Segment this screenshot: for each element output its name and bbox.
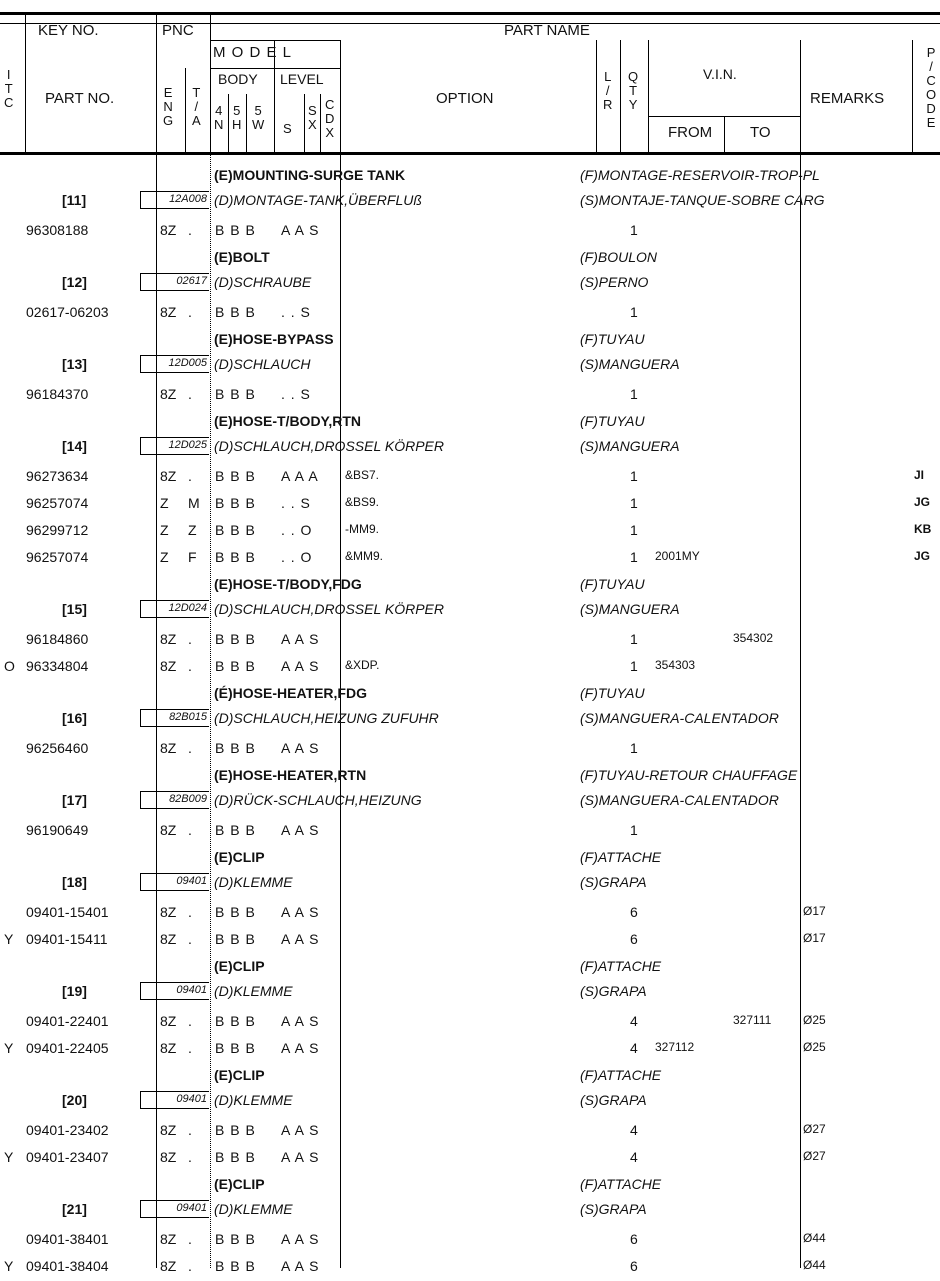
vin-to: 354302 [733, 631, 774, 645]
name-english: (E)CLIP [214, 1176, 265, 1192]
body-codes: B B B [215, 1258, 256, 1274]
quantity: 1 [630, 549, 638, 565]
col-line [620, 40, 621, 153]
key-number: [13] [62, 356, 87, 372]
quantity: 1 [630, 658, 638, 674]
level-codes: A A S [281, 631, 320, 647]
part-number: 96334804 [26, 658, 89, 674]
body-codes: B B B [215, 386, 256, 402]
name-spanish: (S)GRAPA [580, 983, 647, 999]
eng-code: 8Z [160, 1013, 177, 1029]
part-group-title-row [0, 955, 940, 981]
ta-code: . [188, 1013, 192, 1029]
part-group-title-row [0, 1064, 940, 1090]
key-number: [12] [62, 274, 87, 290]
name-spanish: (S)MANGUERA [580, 356, 680, 372]
name-french: (F)ATTACHE [580, 958, 662, 974]
itc-code: Y [4, 1040, 14, 1056]
table-row[interactable] [0, 465, 940, 491]
body-codes: B B B [215, 658, 256, 674]
name-german: (D)SCHLAUCH,DROSSEL KÖRPER [214, 438, 445, 454]
level-codes: . . S [281, 304, 311, 320]
ta-code: M [188, 495, 200, 511]
quantity: 1 [630, 631, 638, 647]
option-code: -MM9. [345, 522, 379, 536]
key-number: [18] [62, 874, 87, 890]
vin-header: V.I.N. [703, 66, 737, 82]
eng-code: 8Z [160, 658, 177, 674]
ta-code: . [188, 1258, 192, 1274]
ta-code: . [188, 468, 192, 484]
body-codes: B B B [215, 904, 256, 920]
ta-code: Z [188, 522, 197, 538]
itc-header: I T C [4, 67, 14, 110]
name-german: (D)SCHLAUCH,HEIZUNG ZUFUHR [214, 710, 439, 726]
part-group-title-row [0, 764, 940, 790]
part-group-key-row [0, 789, 940, 815]
name-english: (E)BOLT [214, 249, 270, 265]
body-codes: B B B [215, 631, 256, 647]
key-number: [11] [62, 192, 87, 208]
quantity: 6 [630, 1258, 638, 1274]
p-code: JG [914, 549, 931, 563]
ta-code: . [188, 904, 192, 920]
eng-code: 8Z [160, 740, 177, 756]
quantity: 4 [630, 1040, 638, 1056]
name-english: (E)HOSE-HEATER,RTN [214, 767, 367, 783]
quantity: 1 [630, 222, 638, 238]
level-codes: . . O [281, 522, 313, 538]
part-group-key-row [0, 189, 940, 215]
part-number: 09401-38404 [26, 1258, 109, 1274]
name-spanish: (S)MONTAJE-TANQUE-SOBRE CARG [580, 192, 825, 208]
key-number: [14] [62, 438, 87, 454]
model-header: M O D E L [213, 44, 293, 61]
ta-code: . [188, 1040, 192, 1056]
top-rule [0, 12, 940, 15]
header-divider [0, 23, 940, 24]
part-number: 09401-22405 [26, 1040, 109, 1056]
col-line [210, 13, 211, 153]
name-french: (F)ATTACHE [580, 1176, 662, 1192]
col-line [648, 40, 649, 153]
part-group-key-row [0, 1198, 940, 1224]
option-code: &BS9. [345, 495, 380, 509]
body-codes: B B B [215, 222, 256, 238]
quantity: 1 [630, 468, 638, 484]
body-header: BODY [218, 71, 258, 87]
quantity: 6 [630, 931, 638, 947]
table-row[interactable] [0, 628, 940, 654]
pnc-code: 09401 [140, 1200, 209, 1218]
name-english: (E)HOSE-T/BODY,RTN [214, 413, 361, 429]
name-french: (F)TUYAU-RETOUR CHAUFFAGE [580, 767, 798, 783]
body-codes: B B B [215, 822, 256, 838]
pnc-code: 82B009 [140, 791, 209, 809]
eng-code: 8Z [160, 1040, 177, 1056]
eng-code: 8Z [160, 304, 177, 320]
name-english: (E)HOSE-BYPASS [214, 331, 334, 347]
itc-code: Y [4, 931, 14, 947]
remarks-header: REMARKS [810, 90, 885, 107]
name-french: (F)MONTAGE-RESERVOIR-TROP-PL [580, 167, 820, 183]
eng-code: 8Z [160, 1149, 177, 1165]
level-codes: A A S [281, 1013, 320, 1029]
part-number: 96273634 [26, 468, 89, 484]
vin-from: 354303 [655, 658, 696, 672]
vin-to: 327111 [733, 1013, 772, 1027]
ta-code: F [188, 549, 197, 565]
name-english: (E)CLIP [214, 958, 265, 974]
eng-code: 8Z [160, 904, 177, 920]
part-no-header: PART NO. [45, 90, 115, 107]
part-group-title-row [0, 328, 940, 354]
level-codes: A A S [281, 1258, 320, 1274]
table-row[interactable] [0, 1255, 940, 1281]
level-codes: A A S [281, 740, 320, 756]
ta-code: . [188, 822, 192, 838]
remarks: Ø25 [803, 1013, 826, 1027]
part-group-title-row [0, 573, 940, 599]
part-group-key-row [0, 598, 940, 624]
table-row[interactable] [0, 219, 940, 245]
key-number: [16] [62, 710, 87, 726]
name-french: (F)TUYAU [580, 576, 645, 592]
name-spanish: (S)GRAPA [580, 874, 647, 890]
eng-code: 8Z [160, 222, 177, 238]
part-number: 96257074 [26, 549, 89, 565]
quantity: 6 [630, 1231, 638, 1247]
part-number: 96257074 [26, 495, 89, 511]
col-line [320, 94, 321, 153]
name-french: (F)TUYAU [580, 331, 645, 347]
col-line [228, 94, 229, 153]
part-number: 09401-23402 [26, 1122, 109, 1138]
body-5h-header: 5 H [232, 103, 242, 132]
eng-header: E N G [163, 85, 174, 128]
part-group-key-row [0, 1089, 940, 1115]
ta-code: . [188, 1122, 192, 1138]
body-codes: B B B [215, 1040, 256, 1056]
pnc-code: 12D025 [140, 437, 209, 455]
ta-code: . [188, 304, 192, 320]
part-number: 96308188 [26, 222, 89, 238]
part-group-key-row [0, 271, 940, 297]
pnc-code: 09401 [140, 1091, 209, 1109]
level-codes: A A A [281, 468, 319, 484]
name-english: (É)HOSE-HEATER,FDG [214, 685, 367, 701]
name-french: (F)ATTACHE [580, 849, 662, 865]
part-number: 96299712 [26, 522, 89, 538]
level-sx-header: S X [308, 103, 317, 132]
name-spanish: (S)MANGUERA [580, 601, 680, 617]
table-row[interactable] [0, 928, 940, 954]
level-codes: A A S [281, 904, 320, 920]
name-german: (D)SCHRAUBE [214, 274, 312, 290]
model-divider [210, 40, 340, 41]
part-group-key-row [0, 435, 940, 461]
quantity: 6 [630, 904, 638, 920]
table-row[interactable] [0, 546, 940, 572]
ta-code: . [188, 386, 192, 402]
name-french: (F)BOULON [580, 249, 657, 265]
part-number: 96184370 [26, 386, 89, 402]
lr-header: L / R [603, 69, 613, 112]
level-codes: A A S [281, 222, 320, 238]
vin-to-header: TO [750, 124, 771, 141]
vin-from: 2001MY [655, 549, 700, 563]
body-codes: B B B [215, 522, 256, 538]
key-number: [20] [62, 1092, 87, 1108]
vin-from: 327112 [655, 1040, 695, 1054]
eng-code: 8Z [160, 1258, 177, 1274]
name-french: (F)ATTACHE [580, 1067, 662, 1083]
level-header: LEVEL [280, 71, 324, 87]
level-codes: A A S [281, 931, 320, 947]
table-row[interactable] [0, 492, 940, 518]
p-code: JI [914, 468, 925, 482]
name-german: (D)SCHLAUCH,DROSSEL KÖRPER [214, 601, 445, 617]
name-french: (F)TUYAU [580, 413, 645, 429]
body-codes: B B B [215, 931, 256, 947]
ta-code: . [188, 740, 192, 756]
body-codes: B B B [215, 495, 256, 511]
remarks: Ø44 [803, 1258, 826, 1272]
name-german: (D)SCHLAUCH [214, 356, 311, 372]
table-row[interactable] [0, 1010, 940, 1036]
body-codes: B B B [215, 468, 256, 484]
ta-code: . [188, 658, 192, 674]
pnc-code: 82B015 [140, 709, 209, 727]
name-spanish: (S)MANGUERA-CALENTADOR [580, 710, 779, 726]
remarks: Ø17 [803, 931, 826, 945]
quantity: 4 [630, 1122, 638, 1138]
part-number: 09401-15411 [26, 931, 108, 947]
name-german: (D)KLEMME [214, 874, 293, 890]
remarks: Ø25 [803, 1040, 826, 1054]
table-row[interactable] [0, 737, 940, 763]
col-line [246, 94, 247, 153]
col-line [304, 94, 305, 153]
col-line [912, 40, 913, 153]
name-spanish: (S)PERNO [580, 274, 649, 290]
key-number: [15] [62, 601, 87, 617]
eng-code: 8Z [160, 631, 177, 647]
table-row[interactable] [0, 301, 940, 327]
ta-code: . [188, 1149, 192, 1165]
eng-code: 8Z [160, 1122, 177, 1138]
remarks: Ø27 [803, 1122, 826, 1136]
ta-code: . [188, 931, 192, 947]
level-codes: . . S [281, 386, 311, 402]
table-row[interactable] [0, 519, 940, 545]
name-spanish: (S)MANGUERA [580, 438, 680, 454]
p-code: KB [914, 522, 932, 536]
part-group-key-row [0, 353, 940, 379]
ta-code: . [188, 631, 192, 647]
name-english: (E)CLIP [214, 849, 265, 865]
vin-from-header: FROM [668, 124, 713, 141]
option-header: OPTION [436, 90, 494, 107]
quantity: 1 [630, 304, 638, 320]
col-line [800, 40, 801, 153]
option-code: &MM9. [345, 549, 384, 563]
name-spanish: (S)MANGUERA-CALENTADOR [580, 792, 779, 808]
eng-code: 8Z [160, 1231, 177, 1247]
itc-code: Y [4, 1149, 14, 1165]
key-number: [17] [62, 792, 87, 808]
part-group-title-row [0, 164, 940, 190]
part-group-title-row [0, 846, 940, 872]
pnc-code: 09401 [140, 982, 209, 1000]
name-english: (E)HOSE-T/BODY,FDG [214, 576, 362, 592]
level-codes: A A S [281, 822, 320, 838]
part-group-key-row [0, 707, 940, 733]
body-codes: B B B [215, 549, 256, 565]
pcode-header: P / C O D E [926, 45, 937, 130]
name-german: (D)KLEMME [214, 1201, 293, 1217]
quantity: 1 [630, 740, 638, 756]
quantity: 4 [630, 1149, 638, 1165]
body-codes: B B B [215, 1231, 256, 1247]
quantity: 1 [630, 386, 638, 402]
name-english: (E)CLIP [214, 1067, 265, 1083]
name-spanish: (S)GRAPA [580, 1201, 647, 1217]
pnc-code: 02617 [140, 273, 209, 291]
part-group-key-row [0, 980, 940, 1006]
quantity: 1 [630, 495, 638, 511]
body-codes: B B B [215, 1122, 256, 1138]
table-row[interactable] [0, 819, 940, 845]
ta-header: T / A [192, 85, 201, 128]
name-german: (D)MONTAGE-TANK,ÜBERFLUß [214, 192, 422, 208]
eng-code: Z [160, 495, 169, 511]
col-line [724, 116, 725, 153]
level-s-header: S [283, 121, 292, 136]
body-divider [210, 68, 340, 69]
ta-code: . [188, 222, 192, 238]
col-line [596, 40, 597, 153]
eng-code: Z [160, 522, 169, 538]
quantity: 1 [630, 522, 638, 538]
pnc-code: 12A008 [140, 191, 209, 209]
name-french: (F)TUYAU [580, 685, 645, 701]
name-spanish: (S)GRAPA [580, 1092, 647, 1108]
option-code: &BS7. [345, 468, 380, 482]
pnc-code: 12D024 [140, 600, 209, 618]
qty-header: Q T Y [628, 69, 639, 112]
part-number: 09401-23407 [26, 1149, 109, 1165]
body-5w-header: 5 W [252, 103, 265, 132]
part-number: 09401-38401 [26, 1231, 109, 1247]
level-codes: A A S [281, 1231, 320, 1247]
pnc-code: 12D005 [140, 355, 209, 373]
name-german: (D)KLEMME [214, 983, 293, 999]
body-4n-header: 4 N [214, 103, 224, 132]
key-no-header: KEY NO. [38, 22, 99, 39]
eng-code: 8Z [160, 386, 177, 402]
col-line [156, 13, 157, 153]
remarks: Ø17 [803, 904, 826, 918]
table-row[interactable] [0, 1037, 940, 1063]
part-number: 09401-22401 [26, 1013, 109, 1029]
level-codes: . . O [281, 549, 313, 565]
part-number: 96184860 [26, 631, 89, 647]
part-number: 02617-06203 [26, 304, 109, 320]
option-code: &XDP. [345, 658, 380, 672]
pnc-header: PNC [162, 22, 194, 39]
part-group-title-row [0, 1173, 940, 1199]
level-codes: A A S [281, 658, 320, 674]
table-row[interactable] [0, 1228, 940, 1254]
body-codes: B B B [215, 1013, 256, 1029]
part-group-title-row [0, 410, 940, 436]
level-codes: A A S [281, 1122, 320, 1138]
part-group-title-row [0, 682, 940, 708]
itc-code: Y [4, 1258, 14, 1274]
table-row[interactable] [0, 655, 940, 681]
part-group-key-row [0, 871, 940, 897]
itc-code: O [4, 658, 15, 674]
header-bottom-rule [0, 152, 940, 155]
body-codes: B B B [215, 304, 256, 320]
part-number: 09401-15401 [26, 904, 109, 920]
name-german: (D)RÜCK-SCHLAUCH,HEIZUNG [214, 792, 422, 808]
col-line [185, 68, 186, 153]
level-codes: . . S [281, 495, 311, 511]
ta-code: . [188, 1231, 192, 1247]
level-cdx-header: C D X [325, 97, 335, 140]
p-code: JG [914, 495, 931, 509]
key-number: [21] [62, 1201, 87, 1217]
remarks: Ø44 [803, 1231, 826, 1245]
quantity: 4 [630, 1013, 638, 1029]
part-number: 96190649 [26, 822, 89, 838]
key-number: [19] [62, 983, 87, 999]
table-row[interactable] [0, 1146, 940, 1172]
remarks: Ø27 [803, 1149, 826, 1163]
part-name-header: PART NAME [504, 22, 590, 39]
level-codes: A A S [281, 1040, 320, 1056]
eng-code: Z [160, 549, 169, 565]
pnc-code: 09401 [140, 873, 209, 891]
part-number: 96256460 [26, 740, 89, 756]
quantity: 1 [630, 822, 638, 838]
body-codes: B B B [215, 740, 256, 756]
table-row[interactable] [0, 901, 940, 927]
table-row[interactable] [0, 383, 940, 409]
level-codes: A A S [281, 1149, 320, 1165]
eng-code: 8Z [160, 931, 177, 947]
name-german: (D)KLEMME [214, 1092, 293, 1108]
part-group-title-row [0, 246, 940, 272]
eng-code: 8Z [160, 468, 177, 484]
col-line [25, 13, 26, 153]
table-row[interactable] [0, 1119, 940, 1145]
body-codes: B B B [215, 1149, 256, 1165]
name-english: (E)MOUNTING-SURGE TANK [214, 167, 406, 183]
col-line [340, 40, 341, 153]
eng-code: 8Z [160, 822, 177, 838]
